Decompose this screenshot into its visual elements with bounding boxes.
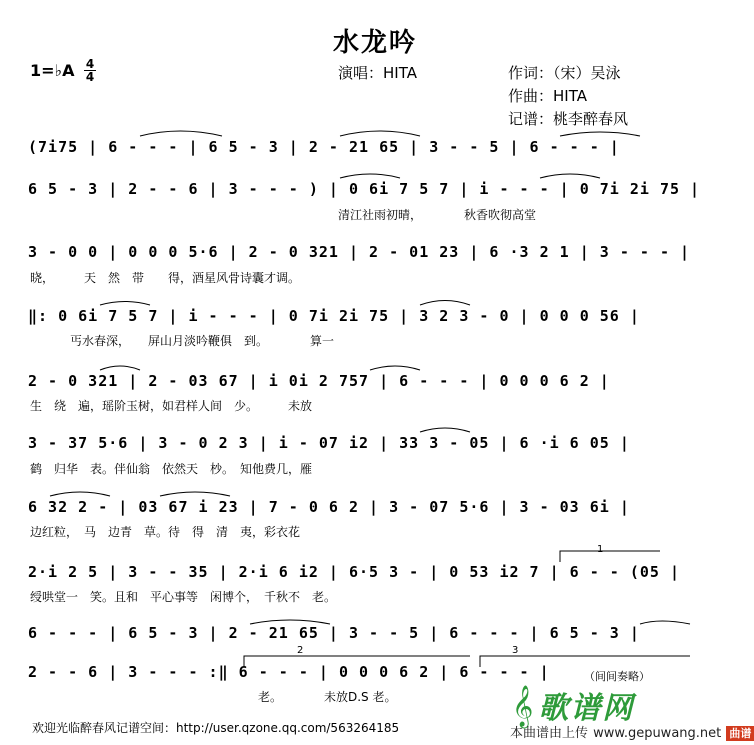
- footer-welcome-text: 欢迎光临醉春风记谱空间：http://user.qzone.qq.com/563264185: [32, 721, 400, 735]
- score-line-1-notes: (7i75 | 6 - - - | 6 5 - 3 | 2 - 21 65 | 3 - - 5 | 6 - - - |: [28, 138, 620, 156]
- score-line-6-lyrics: 鹤 归华 表。伴仙翁 依然天 杪。 知他费几，雁: [30, 462, 313, 476]
- score-line-7-notes: 6 32 2 - | 03 67 i 23 | 7 - 0 6 2 | 3 - 07 5·6 | 3 - 03 6i |: [28, 498, 630, 516]
- score-line-4-notes: ‖: 0 6i 7 5 7 | i - - - | 0 7i 2i 75 | 3 2 3 - 0 | 0 0 0 56 |: [28, 307, 640, 325]
- composer-credit: 作曲：HITA: [508, 87, 587, 105]
- volta-3-label: 3: [512, 645, 519, 656]
- volta-1-label: 1: [597, 544, 604, 555]
- score-line-10-notes: 2 - - 6 | 3 - - - :‖ 6 - - - | 0 0 0 6 2 | 6 - - - |: [28, 663, 550, 681]
- uploaded-by-text: 本曲谱由上传: [510, 726, 589, 741]
- score-line-5-lyrics: 生 绕 遍，瑶阶玉树，如君样人间 少。 未放: [30, 399, 313, 413]
- score-badge: 曲谱: [726, 726, 754, 741]
- score-line-3-lyrics: 晓， 天 然 带 得，酒星风骨诗囊才调。: [30, 271, 301, 285]
- key-signature: 1=♭A: [30, 61, 75, 80]
- score-line-7-lyrics: 边红粒， 马 边青 草。待 得 清 夷，彩衣花: [30, 525, 301, 539]
- lyricist-credit: 作词：（宋）吴泳: [508, 64, 621, 82]
- transcriber-credit: 记谱：桃李醉春风: [508, 110, 629, 128]
- score-line-3-notes: 3 - 0 0 | 0 0 0 5·6 | 2 - 0 321 | 2 - 01 23 | 6 ·3 2 1 | 3 - - - |: [28, 243, 691, 261]
- treble-clef-icon: 𝄞: [512, 686, 534, 727]
- interlude-note: （间间奏略）: [584, 670, 650, 683]
- score-line-5-notes: 2 - 0 321 | 2 - 03 67 | i 0i 2 757 | 6 - - - | 0 0 0 6 2 |: [28, 372, 610, 390]
- site-credit: [510, 722, 754, 741]
- score-line-9-notes: 6 - - - | 6 5 - 3 | 2 - 21 65 | 3 - - 5 | 6 - - - | 6 5 - 3 |: [28, 624, 640, 642]
- score-line-8-lyrics: 绶哄堂一 笑。且和 平心事等 闲博个， 千秋不 老。: [30, 590, 337, 604]
- volta-2-label: 2: [297, 645, 304, 656]
- score-line-10-lyrics: 老。 未放D.S 老。: [258, 690, 397, 704]
- time-signature-bottom: 4: [85, 70, 95, 84]
- site-logo-text: 歌谱网: [538, 691, 635, 726]
- score-line-8-notes: 2·i 2 5 | 3 - - 35 | 2·i 6 i2 | 6·5 3 - | 0 53 i2 7 | 6 - - (05 |: [28, 563, 680, 581]
- time-signature-top: 4: [85, 57, 95, 71]
- song-title: 水龙吟: [333, 28, 418, 58]
- site-url-link[interactable]: www.gepuwang.net: [593, 726, 722, 741]
- score-line-2-lyrics: 清江社雨初晴， 秋香吹彻高堂: [338, 208, 537, 222]
- score-line-2-notes: 6 5 - 3 | 2 - - 6 | 3 - - - ) | 0 6i 7 5 7 | i - - - | 0 7i 2i 75 |: [28, 180, 701, 198]
- score-line-4-lyrics: 丐水春深， 屏山月淡吟鞭俱 到。 算一: [70, 334, 335, 348]
- score-line-6-notes: 3 - 37 5·6 | 3 - 0 2 3 | i - 07 i2 | 33 3 - 05 | 6 ·i 6 05 |: [28, 434, 630, 452]
- singer-credit: 演唱：HITA: [338, 64, 417, 82]
